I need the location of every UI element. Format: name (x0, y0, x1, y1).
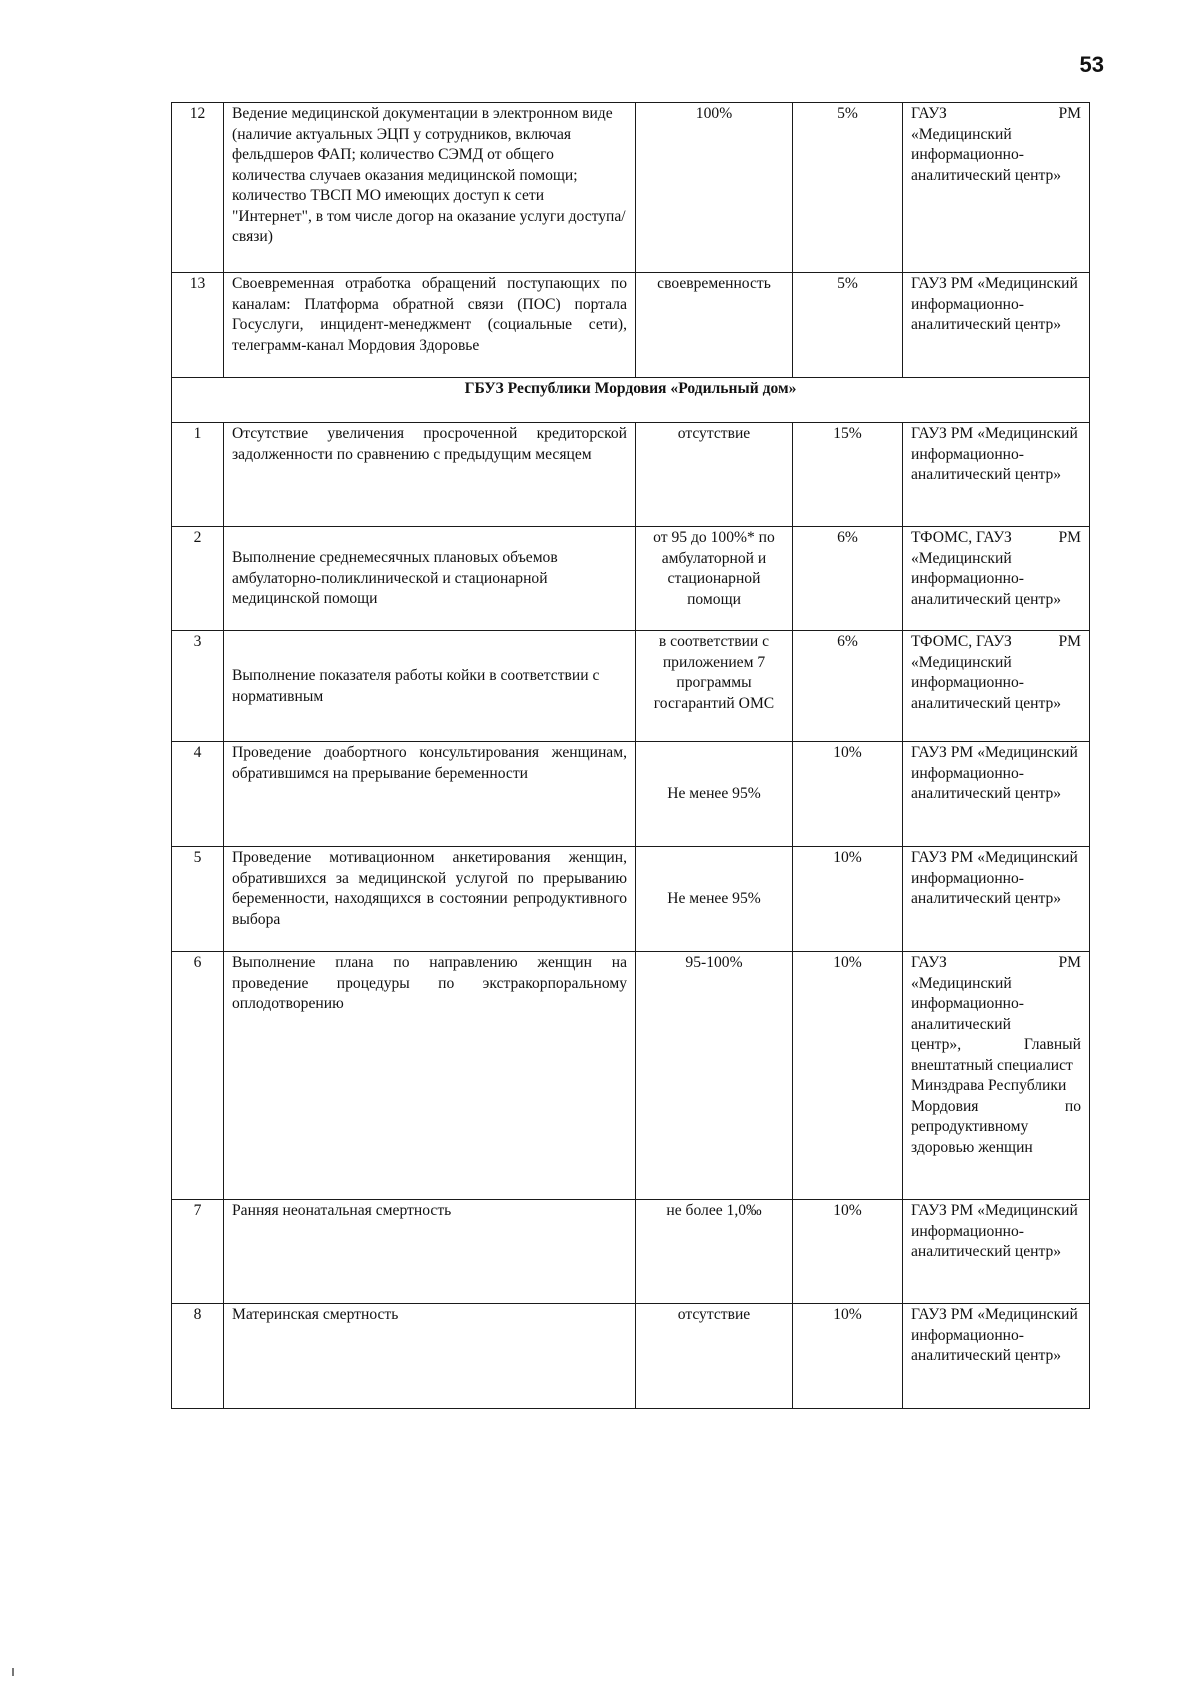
section-title: ГБУЗ Республики Мордовия «Родильный дом» (172, 378, 1090, 423)
responsible-part: ГАУЗ (911, 954, 947, 971)
responsible-end: репродуктивному здоровью женщин (911, 1118, 1033, 1156)
indicator-description: Выполнение плана по направлению женщин на проведение процедуры по экстракорпоральному оплодотворению (224, 952, 636, 1200)
responsible-middle: внештатный специалист Минздрава Республики (911, 1056, 1073, 1094)
table-row (172, 103, 1090, 273)
responsible-org (903, 952, 1090, 1200)
table-row (172, 1200, 1090, 1304)
indicator-description: Выполнение среднемесячных плановых объемов амбулаторно-поликлинической и стационарной медицинской помощи (224, 527, 636, 631)
table-row (172, 847, 1090, 952)
target-value: от 95 до 100%* по амбулаторной и стационарной помощи (636, 527, 793, 631)
target-value: своевременность (636, 273, 793, 378)
indicator-description: Выполнение показателя работы койки в соответствии с нормативным (224, 631, 636, 742)
weight-value: 10% (793, 847, 903, 952)
row-number: 13 (172, 273, 224, 378)
responsible-first-line (911, 104, 1081, 125)
weight-value: 5% (793, 273, 903, 378)
table-row (172, 952, 1090, 1200)
table-row (172, 273, 1090, 378)
weight-value: 10% (793, 1200, 903, 1304)
table-row (172, 1304, 1090, 1409)
indicator-description: Отсутствие увеличения просроченной кредиторской задолженности по сравнению с предыдущим месяцем (224, 423, 636, 527)
weight-value: 10% (793, 742, 903, 847)
responsible-org: ГАУЗ РМ «Медицинский информационно-аналитический центр» (903, 423, 1090, 527)
weight-value: 10% (793, 1304, 903, 1409)
indicator-description: Ведение медицинской документации в электронном виде (наличие актуальных ЭЦП у сотрудников, включая фельдшеров ФАП; количество СЭМД от общего количества случаев оказания медицинской помощи; количество ТВСП МО имеющих доступ к сети "Интернет", в том числе догор на оказание услуги доступа/связи) (224, 103, 636, 273)
scan-artifact (12, 1668, 14, 1676)
target-value: 100% (636, 103, 793, 273)
responsible-first-line (911, 528, 1081, 549)
row-number: 3 (172, 631, 224, 742)
responsible-part: РМ (1058, 105, 1081, 122)
responsible-region-line (911, 1097, 1081, 1118)
row-number: 6 (172, 952, 224, 1200)
row-number: 2 (172, 527, 224, 631)
responsible-part: ТФОМС, ГАУЗ (911, 633, 1012, 650)
responsible-org: ГАУЗ РМ «Медицинский информационно-аналитический центр» (903, 847, 1090, 952)
responsible-part: РМ (1058, 954, 1081, 971)
responsible-part: ГАУЗ (911, 105, 947, 122)
indicator-description: Проведение доабортного консультирования женщинам, обратившимся на прерывание беременности (224, 742, 636, 847)
target-value: отсутствие (636, 423, 793, 527)
indicator-description: Ранняя неонатальная смертность (224, 1200, 636, 1304)
table-row (172, 631, 1090, 742)
target-value: Не менее 95% (636, 847, 793, 952)
table-row (172, 527, 1090, 631)
responsible-part: РМ (1058, 529, 1081, 546)
responsible-org (903, 527, 1090, 631)
responsible-org: ГАУЗ РМ «Медицинский информационно-аналитический центр» (903, 273, 1090, 378)
page-number: 53 (1079, 52, 1104, 77)
table-row (172, 423, 1090, 527)
responsible-org: ГАУЗ РМ «Медицинский информационно-аналитический центр» (903, 742, 1090, 847)
indicator-description: Своевременная отработка обращений поступающих по каналам: Платформа обратной связи (ПОС) портала Госуслуги, инцидент-менеджмент (социальные сети), телеграмм-канал Мордовия Здоровье (224, 273, 636, 378)
responsible-middle: «Медицинский информационно-аналитический (911, 974, 1025, 1033)
target-value: в соответствии с приложением 7 программы госгарантий ОМС (636, 631, 793, 742)
row-number: 7 (172, 1200, 224, 1304)
responsible-rest: «Медицинский информационно-аналитический центр» (911, 653, 1062, 712)
row-number: 12 (172, 103, 224, 273)
target-value: Не менее 95% (636, 742, 793, 847)
weight-value: 10% (793, 952, 903, 1200)
responsible-part: Мордовия (911, 1097, 979, 1115)
responsible-center-line (911, 1035, 1081, 1056)
responsible-first-line (911, 632, 1081, 653)
indicator-description: Проведение мотивационном анкетирования женщин, обратившихся за медицинской услугой по прерыванию беременности, находящихся в состоянии репродуктивного выбора (224, 847, 636, 952)
weight-value: 5% (793, 103, 903, 273)
weight-value: 6% (793, 527, 903, 631)
row-number: 8 (172, 1304, 224, 1409)
row-number: 5 (172, 847, 224, 952)
target-value: не более 1,0‰ (636, 1200, 793, 1304)
responsible-part: по (1064, 1097, 1081, 1115)
responsible-rest: «Медицинский информационно-аналитический центр» (911, 125, 1062, 184)
responsible-first-line (911, 953, 1081, 974)
target-value: 95-100% (636, 952, 793, 1200)
responsible-rest: «Медицинский информационно-аналитический центр» (911, 549, 1062, 608)
responsible-part: РМ (1058, 633, 1081, 650)
indicator-description: Материнская смертность (224, 1304, 636, 1409)
row-number: 4 (172, 742, 224, 847)
responsible-org: ГАУЗ РМ «Медицинский информационно-аналитический центр» (903, 1200, 1090, 1304)
responsible-org (903, 631, 1090, 742)
responsible-org (903, 103, 1090, 273)
weight-value: 15% (793, 423, 903, 527)
responsible-part: Главный (1023, 1036, 1081, 1053)
weight-value: 6% (793, 631, 903, 742)
responsible-part: центр», (911, 1036, 962, 1053)
row-number: 1 (172, 423, 224, 527)
target-value: отсутствие (636, 1304, 793, 1409)
responsible-org: ГАУЗ РМ «Медицинский информационно-аналитический центр» (903, 1304, 1090, 1409)
indicators-table (171, 102, 1090, 1409)
section-row (172, 378, 1090, 423)
responsible-part: ТФОМС, ГАУЗ (911, 529, 1012, 546)
table-row (172, 742, 1090, 847)
